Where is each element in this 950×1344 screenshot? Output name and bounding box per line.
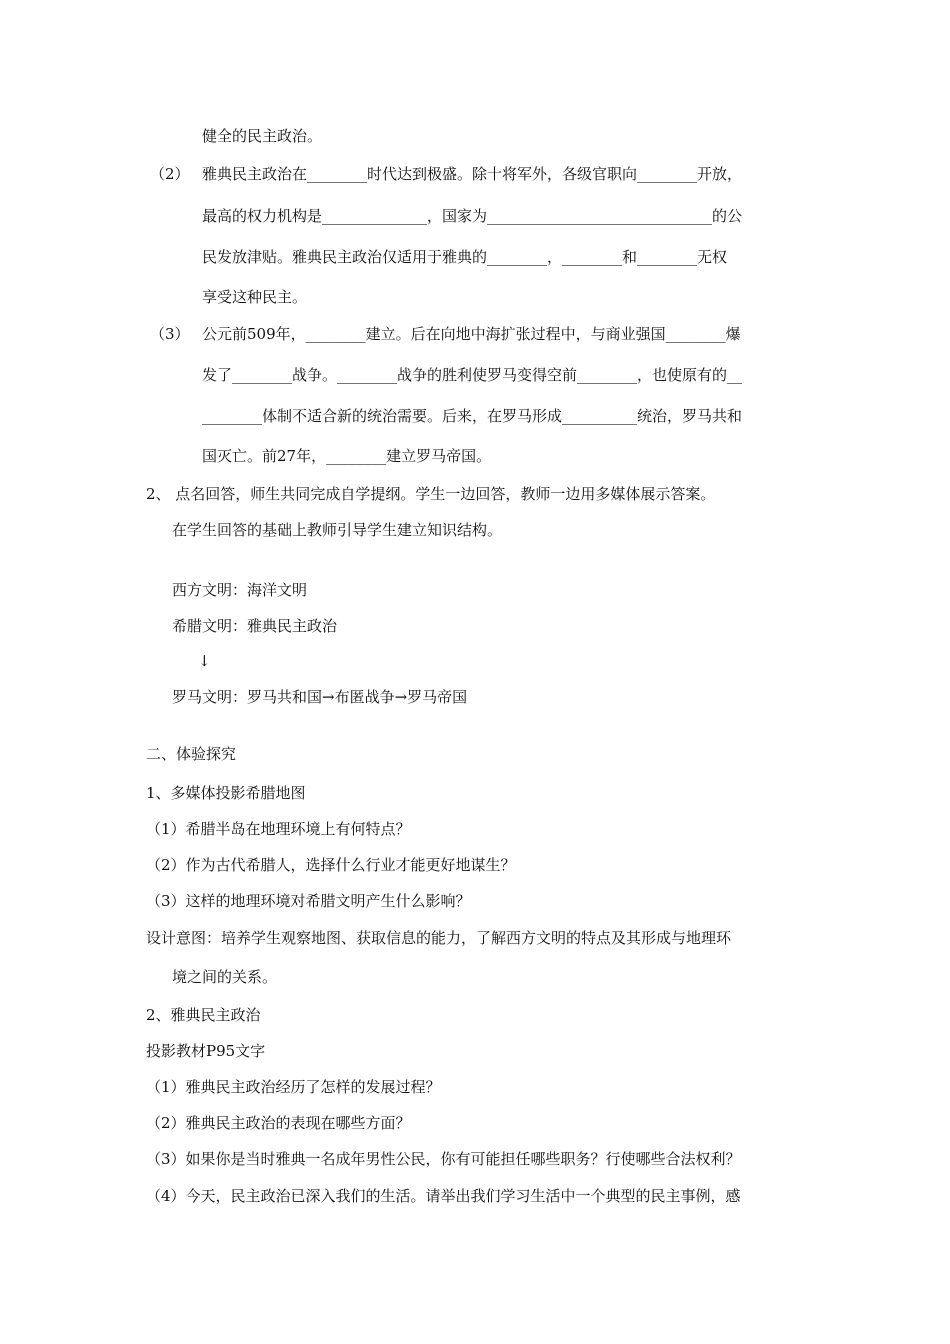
item-number: （2）: [150, 165, 190, 183]
text-line: 国灭亡。前27年，________建立罗马帝国。: [202, 447, 492, 465]
question: （3）这样的地理环境对希腊文明产生什么影响？: [146, 892, 471, 910]
text-line: 最高的权力机构是______________，国家为______________________________的公: [202, 207, 743, 225]
structure-west: 西方文明：海洋文明: [172, 581, 308, 599]
design-intent: 设计意图：培养学生观察地图、获取信息的能力，了解西方文明的特点及其形成与地理环: [146, 929, 732, 947]
question: （2）作为古代希腊人，选择什么行业才能更好地谋生？: [146, 856, 516, 874]
text-line: 发了________战争。________战争的胜利使罗马变得空前________，也使原有的__: [202, 366, 743, 384]
item-heading: 1、多媒体投影希腊地图: [146, 784, 306, 802]
item-number: （3）: [150, 325, 190, 343]
structure-rome: 罗马文明：罗马共和国→布匿战争→罗马帝国: [172, 688, 468, 706]
down-arrow-icon: ↓: [198, 652, 211, 670]
text-line: ________体制不适合新的统治需要。后来，在罗马形成__________统治，罗马共和: [202, 407, 743, 425]
section-title: 二、体验探究: [146, 745, 237, 763]
text-line: 享受这种民主。: [202, 288, 308, 306]
text-line: 在学生回答的基础上教师引导学生建立知识结构。: [172, 521, 503, 539]
step-heading: 2、 点名回答，师生共同完成自学提纲。学生一边回答，教师一边用多媒体展示答案。: [146, 485, 716, 503]
question: （2）雅典民主政治的表现在哪些方面？: [146, 1114, 411, 1132]
item-heading: 2、雅典民主政治: [146, 1006, 261, 1024]
structure-greece: 希腊文明：雅典民主政治: [172, 617, 338, 635]
text-line: 公元前509年，________建立。后在向地中海扩张过程中，与商业强国________爆: [202, 325, 741, 343]
text-line: 雅典民主政治在________时代达到极盛。除十将军外，各级官职向________开放，: [202, 165, 743, 183]
text-line: 民发放津贴。雅典民主政治仅适用于雅典的________，________和________无权: [202, 248, 728, 266]
question: （3）如果你是当时雅典一名成年男性公民，你有可能担任哪些职务？行使哪些合法权利？: [146, 1150, 741, 1168]
question: （1）雅典民主政治经历了怎样的发展过程？: [146, 1078, 441, 1096]
question: （1）希腊半岛在地理环境上有何特点？: [146, 820, 411, 838]
text-line: 健全的民主政治。: [202, 127, 323, 145]
text-line: 境之间的关系。: [172, 968, 278, 986]
text-line: 投影教材P95文字: [146, 1042, 266, 1060]
question: （4）今天，民主政治已深入我们的生活。请举出我们学习生活中一个典型的民主事例，感: [146, 1187, 741, 1205]
